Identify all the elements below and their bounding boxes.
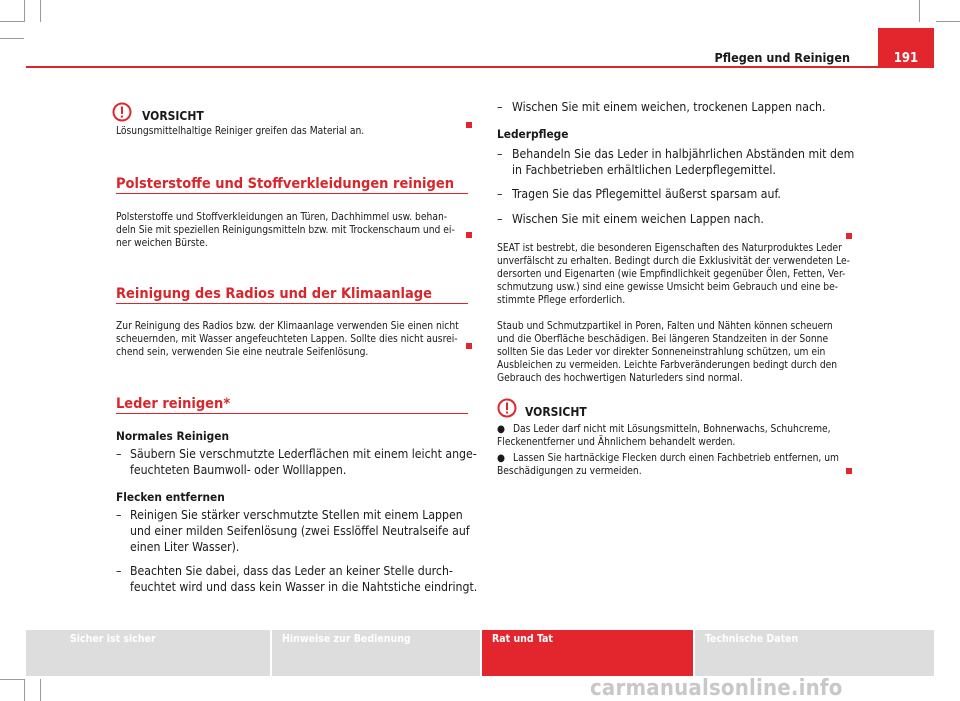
paragraph-line: ner weichen Bürste. bbox=[116, 238, 208, 249]
list-item-line: feuchtet wird und dass kein Wasser in die Nahtstiche eindringt. bbox=[130, 580, 478, 594]
bullet-line: Beschädigungen zu vermeiden. bbox=[497, 466, 642, 477]
list-dash: – bbox=[497, 100, 503, 114]
bullet-dot: ● bbox=[497, 453, 505, 464]
caution-title: VORSICHT bbox=[142, 109, 204, 123]
crop-mark bbox=[40, 0, 41, 22]
list-dash: – bbox=[116, 447, 122, 461]
list-item-line: Behandeln Sie das Leder in halbjährlichen Abständen mit dem bbox=[512, 147, 855, 161]
footer-tab-rat-und-tat[interactable]: Rat und Tat bbox=[482, 630, 693, 676]
paragraph-line: Staub und Schmutzpartikel in Poren, Falten und Nähten können scheuern bbox=[497, 321, 833, 332]
crop-mark bbox=[0, 38, 24, 39]
header-rule bbox=[26, 66, 878, 68]
paragraph-line: Ausbleichen zu vermeiden. Leichte Farbveränderungen bedingt durch den bbox=[497, 360, 838, 371]
list-item-line: Tragen Sie das Pflegemittel äußerst sparsam auf. bbox=[512, 187, 781, 201]
list-dash: – bbox=[497, 212, 503, 226]
subheading: Normales Reinigen bbox=[116, 429, 230, 443]
paragraph-line: scheuernden, mit Wasser angefeuchteten Lappen. Sollte dies nicht ausrei- bbox=[116, 334, 458, 345]
list-item-line: einen Liter Wasser). bbox=[130, 540, 240, 554]
list-item-line: Säubern Sie verschmutzte Lederflächen mit einem leicht ange- bbox=[130, 447, 477, 461]
end-marker bbox=[846, 233, 852, 239]
bullet-line: Fleckenentferner und Ähnlichem behandelt werden. bbox=[497, 437, 736, 448]
page-number: 191 bbox=[878, 28, 934, 68]
paragraph-line: stimmte Pflege erforderlich. bbox=[497, 295, 626, 306]
end-marker bbox=[466, 232, 472, 238]
end-marker bbox=[466, 343, 472, 349]
section-heading-leather: Leder reinigen* bbox=[116, 396, 231, 412]
section-rule bbox=[116, 303, 468, 304]
list-dash: – bbox=[497, 147, 503, 161]
crop-mark bbox=[0, 21, 24, 22]
list-item-line: Wischen Sie mit einem weichen Lappen nach. bbox=[512, 212, 764, 226]
caution-text: Lösungsmittelhaltige Reiniger greifen das Material an. bbox=[116, 126, 365, 137]
list-dash: – bbox=[116, 508, 122, 522]
crop-mark bbox=[919, 0, 920, 22]
bullet-dot: ● bbox=[497, 424, 505, 435]
section-rule bbox=[116, 193, 468, 194]
list-item-line: in Fachbetrieben erhältlichen Lederpflegemittel. bbox=[512, 163, 776, 177]
section-heading-radio: Reinigung des Radios und der Klimaanlage bbox=[116, 286, 432, 302]
list-item-line: Beachten Sie dabei, dass das Leder an keiner Stelle durch- bbox=[130, 564, 453, 578]
list-item-line: feuchteten Baumwoll- oder Wolllappen. bbox=[130, 463, 347, 477]
crop-mark bbox=[24, 679, 25, 701]
crop-mark bbox=[0, 679, 24, 680]
section-heading-upholstery: Polsterstoffe und Stoffverkleidungen reinigen bbox=[116, 176, 454, 192]
paragraph-line: deln Sie mit speziellen Reinigungsmitteln bzw. mit Trockenschaum und ei- bbox=[116, 225, 455, 236]
paragraph-line: chend sein, verwenden Sie eine neutrale Seifenlösung. bbox=[116, 347, 369, 358]
crop-mark bbox=[936, 21, 960, 22]
paragraph-line: Polsterstoffe und Stoffverkleidungen an Türen, Dachhimmel usw. behan- bbox=[116, 212, 448, 223]
crop-mark bbox=[24, 0, 25, 22]
caution-icon bbox=[112, 102, 132, 122]
paragraph-line: sollten Sie das Leder vor direkter Sonneneinstrahlung schützen, um ein bbox=[497, 347, 826, 358]
paragraph-line: unverfälscht zu erhalten. Bedingt durch die Exklusivität der verwendeten Le- bbox=[497, 256, 850, 267]
paragraph-line: Zur Reinigung des Radios bzw. der Klimaanlage verwenden Sie einen nicht bbox=[116, 321, 459, 332]
footer-tab-hinweise[interactable]: Hinweise zur Bedienung bbox=[272, 630, 480, 676]
paragraph-line: und die Oberfläche beschädigen. Bei längeren Standzeiten in der Sonne bbox=[497, 334, 829, 345]
footer-tab-sicher[interactable]: Sicher ist sicher bbox=[26, 630, 270, 676]
list-item-line: Reinigen Sie stärker verschmutzte Stellen mit einem Lappen bbox=[130, 508, 463, 522]
paragraph-line: schmutzung usw.) sind eine gewisse Umsicht beim Gebrauch und eine be- bbox=[497, 282, 839, 293]
list-item-line: Wischen Sie mit einem weichen, trockenen Lappen nach. bbox=[512, 100, 826, 114]
paragraph-line: SEAT ist bestrebt, die besonderen Eigenschaften des Naturproduktes Leder bbox=[497, 243, 842, 254]
paragraph-line: Gebrauch des hochwertigen Naturleders sind normal. bbox=[497, 373, 743, 384]
subheading: Lederpflege bbox=[497, 127, 569, 141]
paragraph-line: dersorten und Eigenarten (wie Empfindlichkeit gegenüber Ölen, Fetten, Ver- bbox=[497, 269, 846, 280]
list-dash: – bbox=[116, 564, 122, 578]
subheading: Flecken entfernen bbox=[116, 490, 225, 504]
footer-tab-technische-daten[interactable]: Technische Daten bbox=[695, 630, 934, 676]
running-header: Pflegen und Reinigen bbox=[714, 50, 850, 65]
caution-icon bbox=[497, 398, 517, 418]
list-dash: – bbox=[497, 187, 503, 201]
caution-title: VORSICHT bbox=[525, 405, 587, 419]
list-item-line: und einer milden Seifenlösung (zwei Esslöffel Neutralseife auf bbox=[130, 524, 470, 538]
section-rule bbox=[116, 413, 468, 414]
crop-mark bbox=[40, 679, 41, 701]
end-marker bbox=[846, 468, 852, 474]
bullet-line: Das Leder darf nicht mit Lösungsmitteln, Bohnerwachs, Schuhcreme, bbox=[513, 424, 831, 435]
bullet-line: Lassen Sie hartnäckige Flecken durch einen Fachbetrieb entfernen, um bbox=[513, 453, 839, 464]
end-marker bbox=[466, 122, 472, 128]
watermark: carmanualsonline.info bbox=[590, 676, 843, 701]
